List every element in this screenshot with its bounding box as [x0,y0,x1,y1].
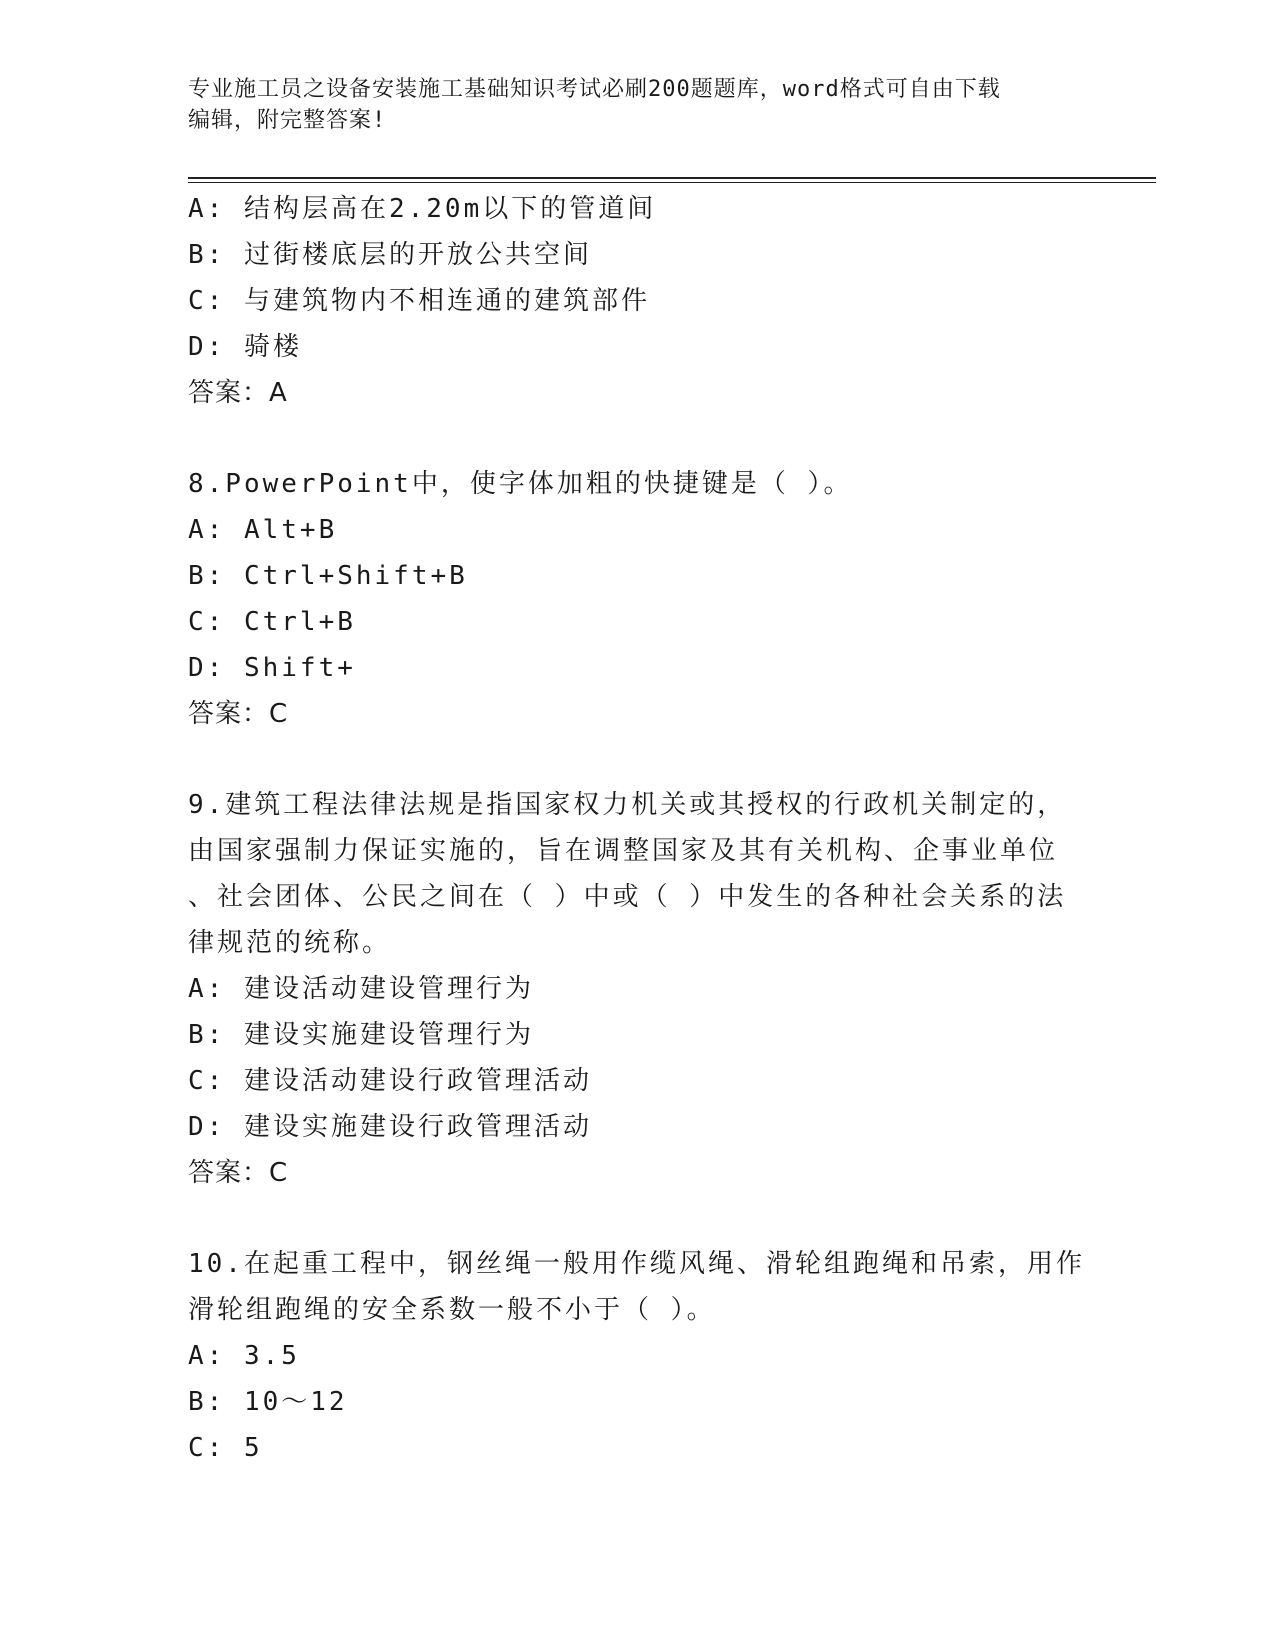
header-title-line-1: 专业施工员之设备安装施工基础知识考试必刷200题题库，word格式可自由下载 [188,77,1001,102]
header-divider-thin [188,182,1156,183]
q9-option-c: C: 建设活动建设行政管理活动 [188,1066,592,1096]
question-10 [188,1241,1088,1471]
question-9 [188,782,1088,1196]
question-7-continuation [188,186,1088,416]
q8-stem-line-1: 8.PowerPoint中，使字体加粗的快捷键是（ ）。 [188,469,853,499]
q8-option-c: C: Ctrl+B [188,607,356,637]
q10-option-b: B: 10～12 [188,1387,348,1417]
q8-answer: 答案：C [188,699,289,729]
q9-stem-line-2: 由国家强制力保证实施的，旨在调整国家及其有关机构、企事业单位 [188,836,1059,866]
question-list [188,186,1088,1471]
q10-option-c: C: 5 [188,1433,263,1463]
q9-answer: 答案：C [188,1158,289,1188]
q7-option-a: A: 结构层高在2.20m以下的管道间 [188,194,657,224]
header-title-line-2: 编辑，附完整答案! [188,108,387,133]
q10-stem-line-1: 10.在起重工程中，钢丝绳一般用作缆风绳、滑轮组跑绳和吊索，用作 [188,1249,1085,1279]
q7-answer: 答案：A [188,378,288,408]
document-header [188,74,1088,136]
q9-option-d: D: 建设实施建设行政管理活动 [188,1112,592,1142]
q10-stem-line-2: 滑轮组跑绳的安全系数一般不小于（ ）。 [188,1295,716,1325]
spacer [188,737,1088,782]
question-8 [188,461,1088,737]
spacer [188,1196,1088,1241]
q9-stem-line-1: 9.建筑工程法律法规是指国家权力机关或其授权的行政机关制定的， [188,790,1067,820]
q8-option-b: B: Ctrl+Shift+B [188,561,468,591]
q7-option-d: D: 骑楼 [188,332,302,362]
header-divider-thick [188,177,1156,179]
q8-option-d: D: Shift+ [188,653,356,683]
q9-option-b: B: 建设实施建设管理行为 [188,1020,534,1050]
q7-option-b: B: 过街楼底层的开放公共空间 [188,240,592,270]
q10-option-a: A: 3.5 [188,1341,300,1371]
q7-option-c: C: 与建筑物内不相连通的建筑部件 [188,286,650,316]
q9-option-a: A: 建设活动建设管理行为 [188,974,534,1004]
spacer [188,416,1088,461]
q9-stem-line-3: 、社会团体、公民之间在（ ）中或（ ）中发生的各种社会关系的法 [188,882,1067,912]
q9-stem-line-4: 律规范的统称。 [188,928,392,958]
q8-option-a: A: Alt+B [188,515,338,545]
